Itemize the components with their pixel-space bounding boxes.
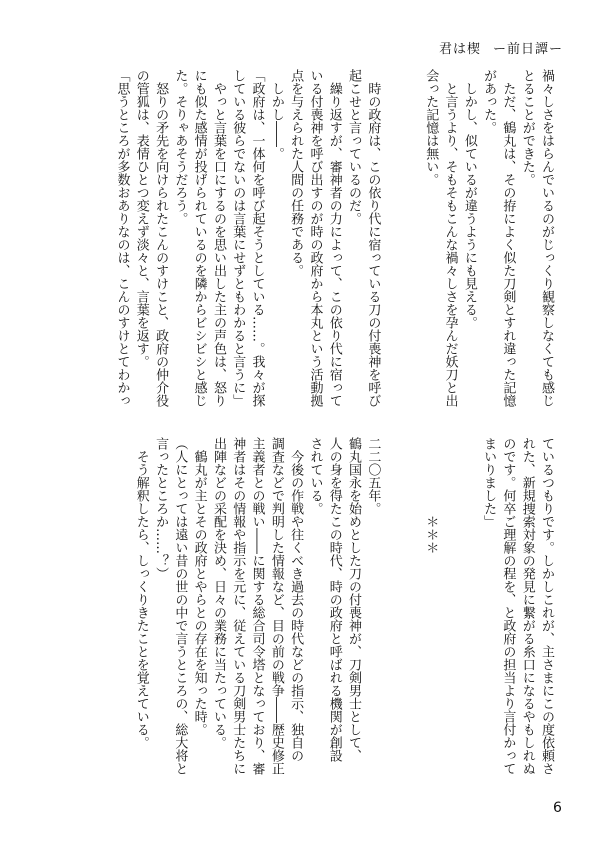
text-line: （人にとっては遠い昔の世の中で言うところの、総大将と: [172, 437, 188, 775]
upper-text-block: [36, 69, 556, 414]
text-line: 会った記憶は無い。: [423, 69, 439, 186]
text-line: [382, 69, 401, 414]
text-line: 神者はその情報や指示を元に、従えている刀剣男士たちに: [230, 437, 246, 775]
text-line: の管狐は、表情ひとつ変えず淡々と、言葉を返す。: [133, 69, 149, 368]
chapter-subtitle: ー前日譚ー: [492, 42, 563, 57]
text-line: にも似た感情が投げられているのを隣からビシビシと感じ: [191, 69, 207, 407]
text-line: しかし――。: [268, 69, 284, 160]
text-line: ただ、鶴丸は、その拵によく似た刀剣とすれ違った記憶: [500, 69, 516, 407]
text-line: しかし、似ているが違うようにも見える。: [461, 69, 477, 329]
text-line: 繰り返すが、審神者の力によって、この依り代に宿って: [326, 69, 342, 407]
running-header: [439, 38, 563, 57]
text-line: ているつもりです。しかしこれが、主さまにこの度依頼さ: [539, 437, 554, 775]
text-line: 点を与えられた人間の任務である。: [288, 69, 304, 277]
text-line: 禍々しさをはらんでいるのがじっくり観察しなくても感じ: [539, 69, 554, 407]
text-line: 怒りの矛先を向けられたこんのすけこと、政府の仲介役: [153, 69, 169, 407]
text-line: 二二〇五年。: [365, 437, 381, 515]
text-line: 主義者との戦い――に関する総合司令塔となっており、審: [249, 437, 265, 775]
text-line: 今後の作戦や往くべき過去の時代などの指示、独自の: [288, 437, 304, 762]
text-line: があった。: [481, 69, 497, 134]
text-line: 鶴丸国永を始めとした刀の付喪神が、刀剣男士として、: [346, 437, 362, 762]
book-title: 君は楔: [438, 42, 481, 57]
text-line: とることができた。: [519, 69, 535, 186]
text-line: されている。: [307, 437, 323, 515]
text-line: している彼らでないのは言葉にせずともわかると言うに」: [230, 69, 246, 407]
text-line: 「思うところが多数おありなのは、こんのすけとてわかっ: [114, 69, 130, 407]
lower-text-block: [36, 437, 556, 782]
text-line: のです。何卒ご理解の程を、と政府の担当より言付かって: [500, 437, 516, 775]
text-line: 出陣などの采配を決め、日々の業務に当たっている。: [210, 437, 226, 749]
text-line: 言ったところか……？）: [153, 437, 169, 580]
text-line: た。そりゃあそうだろう。: [172, 69, 188, 225]
text-line: 起こせと言っているのだ。: [346, 69, 362, 225]
page-number: 6: [553, 800, 562, 816]
text-line: 鶴丸が主とその政府とやらとの存在を知った時。: [191, 437, 207, 736]
text-line: [402, 437, 421, 782]
text-line: [460, 437, 479, 782]
text-line: と言うより、そもそもこんな禍々しさを孕んだ妖刀と出: [442, 69, 458, 407]
text-line: 人の身を得たこの時代、時の政府と呼ばれる機関が創設: [326, 437, 342, 762]
text-line: [440, 437, 459, 782]
text-line: まいりました」: [481, 437, 497, 528]
text-line: いる付喪神を呼び出すのが時の政府から本丸という活動拠: [307, 69, 323, 407]
text-line: そう解釈したら、しっくりきたことを覚えている。: [133, 437, 149, 749]
text-line: やっと言葉を口にするのを思い出した主の声色は、怒り: [210, 69, 226, 407]
text-line: ＊＊＊: [423, 437, 439, 554]
text-line: 時の政府は、この依り代に宿っている刀の付喪神を呼び: [365, 69, 381, 407]
text-line: [402, 69, 421, 414]
text-line: 調査などで判明した情報など、目の前の戦争――歴史修正: [268, 437, 284, 775]
text-line: [382, 437, 401, 782]
text-line: 「政府は、一体何を呼び起そうとしている……。我々が探: [249, 69, 265, 407]
text-line: れた、新規捜索対象の発見に繋がる糸口になるやもしれぬ: [519, 437, 535, 775]
